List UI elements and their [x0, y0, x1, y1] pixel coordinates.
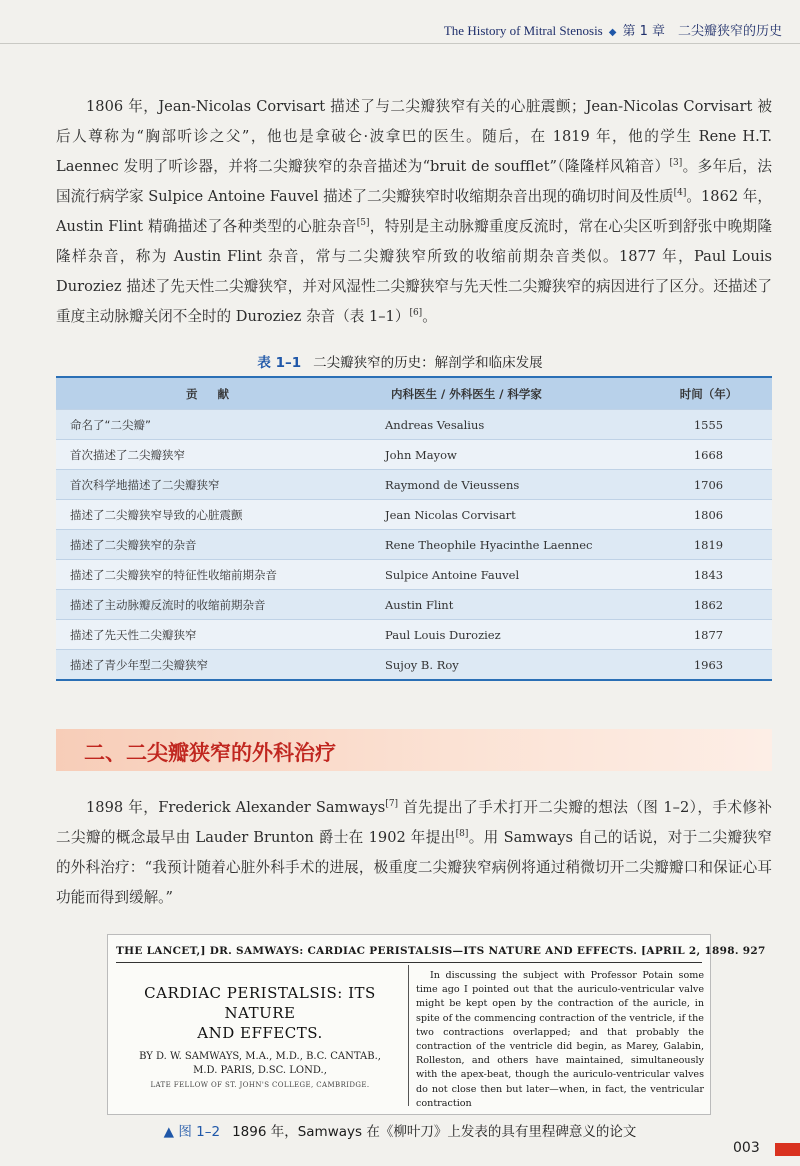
- lancet-article-figure: [107, 934, 766, 1115]
- article-title-block: [120, 983, 400, 1092]
- table-cell: Raymond de Vieussens: [385, 477, 520, 492]
- paragraph-text: 首先提出了手术打开二尖瓣的想法（图 1–2），手术修补二尖瓣的概念最早由 Lauder Brunton 爵士在 1902 年提出: [56, 799, 772, 846]
- table-cell: Rene Theophile Hyacinthe Laennec: [385, 537, 593, 552]
- paragraph-text: 。用 Samways 自己的话说，对于二尖瓣狭窄的外科治疗：“我预计随着心脏外科手术的进展，极重度二尖瓣狭窄病例将通过稍微切开二尖瓣瓣口和保证心耳功能而得到缓解。”: [56, 829, 772, 906]
- citation-ref: [4]: [673, 188, 687, 199]
- citation-ref: [7]: [385, 799, 399, 810]
- table-row: [56, 559, 772, 589]
- table-header-row: [56, 378, 772, 409]
- column-header: 贡 献: [185, 386, 237, 401]
- table-cell: John Mayow: [385, 447, 457, 462]
- table-cell: 1668: [693, 447, 724, 462]
- table-cell: 描述了先天性二尖瓣狭窄: [70, 627, 197, 642]
- column-divider: [408, 965, 409, 1106]
- table-cell: Jean Nicolas Corvisart: [385, 507, 516, 522]
- table-cell: 1555: [693, 417, 724, 432]
- figure-number: ▲ 图 1–2: [163, 1124, 221, 1140]
- chapter-label: 第 1 章 二尖瓣狭窄的历史: [622, 24, 782, 39]
- table-row: [56, 619, 772, 649]
- page-number: 003: [733, 1140, 760, 1156]
- table-cell: 1819: [693, 537, 724, 552]
- column-header: 时间（年）: [679, 386, 738, 401]
- table-cell: Andreas Vesalius: [385, 417, 485, 432]
- column-header: 内科医生 / 外科医生 / 科学家: [391, 386, 542, 401]
- table-cell: 命名了“二尖瓣”: [70, 417, 151, 432]
- citation-ref: [5]: [356, 218, 370, 229]
- history-paragraph: [56, 92, 772, 332]
- article-author: BY D. W. SAMWAYS, M.A., M.D., B.C. CANTAB.,: [139, 1051, 381, 1062]
- article-title: AND EFFECTS.: [197, 1024, 323, 1042]
- header-rule: [116, 962, 702, 963]
- article-title: CARDIAC PERISTALSIS: ITS NATURE: [144, 984, 376, 1022]
- table-cell: Sulpice Antoine Fauvel: [385, 567, 520, 582]
- table-cell: 描述了青少年型二尖瓣狭窄: [70, 657, 208, 672]
- table-cell: Austin Flint: [385, 597, 454, 612]
- table-row: [56, 499, 772, 529]
- table-row: [56, 529, 772, 559]
- running-header: [0, 0, 800, 44]
- history-table: [56, 376, 772, 681]
- table-cell: 描述了二尖瓣狭窄的特征性收缩前期杂音: [70, 567, 277, 582]
- table-cell: 1706: [693, 477, 724, 492]
- table-cell: 1963: [693, 657, 724, 672]
- article-author: M.D. PARIS, D.SC. LOND.,: [193, 1065, 327, 1076]
- citation-ref: [6]: [409, 308, 423, 319]
- table-cell: 1877: [693, 627, 724, 642]
- figure-caption: [0, 1120, 800, 1140]
- article-body: In discussing the subject with Professor Potain some time ago I pointed out that the auriculo-ventricular valve might be kept open by the contraction of the auricle, in spite of the commencing contraction of the ventricle, if the two contractions overlapped; and that probably the contraction of the ventricle did begin, as Marey, Galabin, Rolleston, and others have maintained, simultaneously with the apex-beat, though the auriculo-ventricular valves do not close then but later—when, in fact, the ventricular contraction: [416, 970, 704, 1109]
- article-header-line: THE LANCET,] DR. SAMWAYS: CARDIAC PERISTALSIS—ITS NATURE AND EFFECTS. [APRIL 2, 1898. 927: [116, 945, 766, 957]
- table-cell: 首次科学地描述了二尖瓣狭窄: [70, 477, 220, 492]
- paragraph-text: 1898 年，Frederick Alexander Samways: [86, 799, 386, 816]
- table-row: [56, 409, 772, 439]
- table-cell: 1862: [693, 597, 724, 612]
- table-cell: 描述了主动脉瓣反流时的收缩前期杂音: [70, 597, 266, 612]
- diamond-icon: ◆: [608, 27, 617, 38]
- table-title: 二尖瓣狭窄的历史：解剖学和临床发展: [313, 355, 543, 371]
- table-number: 表 1–1: [257, 355, 302, 371]
- section-banner: [56, 729, 772, 771]
- table-cell: 描述了二尖瓣狭窄导致的心脏震颤: [70, 507, 243, 522]
- table-cell: 首次描述了二尖瓣狭窄: [70, 447, 185, 462]
- table-cell: 1806: [693, 507, 724, 522]
- table-cell: 1843: [693, 567, 724, 582]
- table-cell: 描述了二尖瓣狭窄的杂音: [70, 537, 197, 552]
- figure-caption-text: 1896 年，Samways 在《柳叶刀》上发表的具有里程碑意义的论文: [232, 1124, 637, 1140]
- book-title: The History of Mitral Stenosis: [443, 23, 603, 38]
- paragraph-text: 1806 年，Jean-Nicolas Corvisart 描述了与二尖瓣狭窄有关的心脏震颤；Jean-Nicolas Corvisart 被后人尊称为“胸部听诊之父”，他也是拿破仑·波拿巴的医生。随后，在 1819 年，他的学生 Rene H.T. Laennec 发明了听诊器，并将二尖瓣狭窄的杂音描述为“bruit de soufflet”（隆隆样风箱音）: [56, 98, 772, 175]
- paragraph-text: 。1862 年，Austin Flint 精确描述了各种类型的心脏杂音: [56, 188, 772, 235]
- section-title: 二、二尖瓣狭窄的外科治疗: [84, 741, 336, 765]
- paragraph-text: ，特别是主动脉瓣重度反流时，常在心尖区听到舒张中晚期隆隆样杂音，称为 Austin Flint 杂音，常与二尖瓣狭窄所致的收缩前期杂音类似。1877 年，Paul Louis Duroziez 描述了先天性二尖瓣狭窄，并对风湿性二尖瓣狭窄与先天性二尖瓣狭窄的病因进行了区分。还描述了重度主动脉瓣关闭不全时的 Duroziez 杂音（表 1–1）: [56, 218, 772, 325]
- table-row: [56, 469, 772, 499]
- page-color-tab: [775, 1143, 800, 1156]
- table-row: [56, 649, 772, 679]
- header-text: [444, 20, 782, 39]
- article-author-affiliation: LATE FELLOW OF ST. JOHN'S COLLEGE, CAMBRIDGE.: [150, 1081, 370, 1089]
- surgery-paragraph: [56, 793, 772, 913]
- table-cell: Paul Louis Duroziez: [385, 627, 501, 642]
- table-cell: Sujoy B. Roy: [385, 657, 459, 672]
- table-row: [56, 439, 772, 469]
- citation-ref: [8]: [455, 829, 469, 840]
- citation-ref: [3]: [669, 158, 683, 169]
- paragraph-text: 。: [422, 308, 437, 325]
- table-caption: [0, 351, 800, 371]
- paragraph-text: 。多年后，法国流行病学家 Sulpice Antoine Fauvel 描述了二尖瓣狭窄时收缩期杂音出现的确切时间及性质: [56, 158, 772, 205]
- table-row: [56, 589, 772, 619]
